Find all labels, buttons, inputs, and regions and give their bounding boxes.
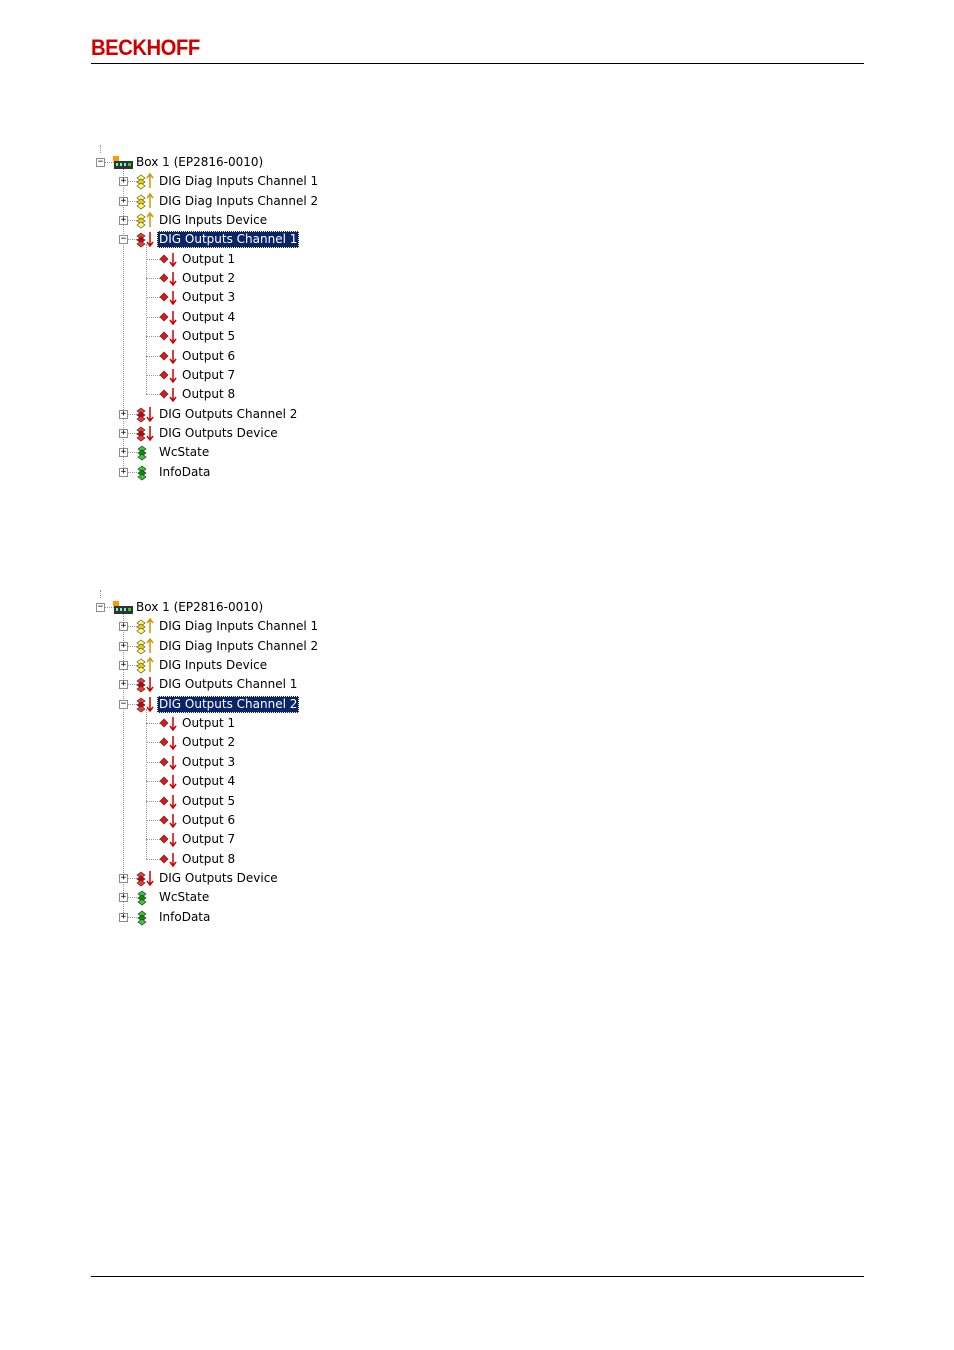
tree-node-label: Output 8 bbox=[182, 387, 236, 402]
tree-leaf-output-5[interactable] bbox=[92, 792, 412, 811]
output-item-icon bbox=[159, 753, 179, 772]
output-item-icon bbox=[159, 850, 179, 869]
tree-guide-line bbox=[146, 317, 160, 318]
tree-node-label: Output 5 bbox=[182, 793, 236, 808]
tree-node-dig-diag-inputs-channel-1[interactable] bbox=[92, 172, 412, 191]
expand-icon[interactable]: + bbox=[120, 679, 127, 690]
tree-node-label: DIG Outputs Device bbox=[159, 870, 278, 885]
collapse-icon[interactable]: − bbox=[97, 157, 104, 167]
tree-node-label: Output 4 bbox=[182, 774, 236, 789]
status-green-icon bbox=[136, 443, 156, 462]
tree-node-label: Output 4 bbox=[182, 309, 236, 324]
io-tree-channel-1 bbox=[92, 153, 412, 493]
tree-guide-line bbox=[146, 723, 160, 724]
collapse-icon[interactable]: − bbox=[120, 698, 127, 709]
tree-guide-line bbox=[146, 742, 160, 743]
tree-node-label: Output 8 bbox=[182, 851, 236, 866]
tree-node-label: DIG Outputs Channel 1 bbox=[159, 232, 298, 247]
tree-node-label: DIG Outputs Channel 2 bbox=[159, 406, 298, 421]
tree-node-label: DIG Diag Inputs Channel 2 bbox=[159, 638, 319, 653]
tree-guide-line bbox=[146, 839, 160, 840]
tree-node-wcstate[interactable] bbox=[92, 888, 412, 907]
output-item-icon bbox=[159, 347, 179, 366]
output-red-icon bbox=[136, 675, 156, 694]
tree-node-dig-outputs-device[interactable] bbox=[92, 869, 412, 888]
output-item-icon bbox=[159, 733, 179, 752]
tree-leaf-output-8[interactable] bbox=[92, 850, 412, 869]
tree-node-dig-outputs-channel-2[interactable] bbox=[92, 695, 412, 714]
tree-guide-line bbox=[146, 762, 160, 763]
box-module-icon bbox=[113, 153, 133, 172]
tree-guide-line bbox=[146, 801, 160, 802]
tree-node-label: DIG Outputs Channel 2 bbox=[159, 696, 298, 711]
tree-guide-line bbox=[146, 259, 160, 260]
expand-icon[interactable]: + bbox=[120, 176, 127, 187]
tree-guide-line bbox=[146, 394, 160, 395]
tree-leaf-output-3[interactable] bbox=[92, 753, 412, 772]
tree-node-label: DIG Outputs Channel 1 bbox=[159, 677, 298, 692]
tree-leaf-output-7[interactable] bbox=[92, 830, 412, 849]
tree-guide-line bbox=[146, 820, 160, 821]
output-item-icon bbox=[159, 366, 179, 385]
tree-node-box-1-ep2816-0010[interactable] bbox=[92, 598, 412, 617]
collapse-icon[interactable]: − bbox=[120, 234, 127, 245]
tree-node-dig-inputs-device[interactable] bbox=[92, 211, 412, 230]
output-red-icon bbox=[136, 405, 156, 424]
expand-icon[interactable]: + bbox=[120, 195, 127, 206]
output-item-icon bbox=[159, 288, 179, 307]
tree-node-label: DIG Diag Inputs Channel 1 bbox=[159, 619, 319, 634]
tree-node-label: Output 7 bbox=[182, 367, 236, 382]
output-item-icon bbox=[159, 830, 179, 849]
expand-icon[interactable]: + bbox=[120, 892, 127, 903]
tree-leaf-output-2[interactable] bbox=[92, 733, 412, 752]
tree-node-label: WcState bbox=[159, 890, 210, 905]
input-yellow-icon bbox=[136, 211, 156, 230]
tree-guide-line bbox=[146, 859, 160, 860]
tree-node-label: Output 1 bbox=[182, 251, 236, 266]
output-item-icon bbox=[159, 327, 179, 346]
tree-guide-line bbox=[146, 356, 160, 357]
tree-node-label: DIG Inputs Device bbox=[159, 658, 268, 673]
tree-node-label: InfoData bbox=[159, 909, 211, 924]
tree-leaf-output-3[interactable] bbox=[92, 288, 412, 307]
tree-guide-line bbox=[100, 145, 101, 153]
output-red-icon bbox=[136, 695, 156, 714]
beckhoff-logo: BECKHOFF bbox=[91, 35, 200, 60]
output-item-icon bbox=[159, 308, 179, 327]
tree-guide-line bbox=[146, 297, 160, 298]
output-item-icon bbox=[159, 250, 179, 269]
tree-node-dig-outputs-device[interactable] bbox=[92, 424, 412, 443]
tree-node-dig-diag-inputs-channel-1[interactable] bbox=[92, 617, 412, 636]
tree-node-label: Output 2 bbox=[182, 735, 236, 750]
tree-guide-line bbox=[146, 278, 160, 279]
tree-node-label: Output 6 bbox=[182, 348, 236, 363]
tree-node-label: Output 3 bbox=[182, 754, 236, 769]
io-tree-channel-2 bbox=[92, 598, 412, 938]
tree-leaf-output-6[interactable] bbox=[92, 347, 412, 366]
tree-node-dig-diag-inputs-channel-2[interactable] bbox=[92, 637, 412, 656]
tree-leaf-output-4[interactable] bbox=[92, 772, 412, 791]
tree-node-label: Output 5 bbox=[182, 329, 236, 344]
expand-icon[interactable]: + bbox=[120, 911, 127, 922]
output-item-icon bbox=[159, 385, 179, 404]
tree-leaf-output-1[interactable] bbox=[92, 714, 412, 733]
tree-node-label: DIG Diag Inputs Channel 2 bbox=[159, 193, 319, 208]
tree-node-infodata[interactable] bbox=[92, 908, 412, 927]
tree-leaf-output-8[interactable] bbox=[92, 385, 412, 404]
tree-node-label: Box 1 (EP2816-0010) bbox=[136, 155, 264, 169]
tree-node-label: Box 1 (EP2816-0010) bbox=[136, 600, 264, 614]
tree-node-dig-inputs-device[interactable] bbox=[92, 656, 412, 675]
tree-leaf-output-5[interactable] bbox=[92, 327, 412, 346]
input-yellow-icon bbox=[136, 656, 156, 675]
output-red-icon bbox=[136, 869, 156, 888]
tree-node-label: InfoData bbox=[159, 464, 211, 479]
output-item-icon bbox=[159, 811, 179, 830]
expand-icon[interactable]: + bbox=[120, 872, 127, 883]
tree-node-label: Output 7 bbox=[182, 832, 236, 847]
tree-guide-line bbox=[146, 781, 160, 782]
expand-icon[interactable]: + bbox=[120, 640, 127, 651]
box-module-icon bbox=[113, 598, 133, 617]
tree-node-box-1-ep2816-0010[interactable] bbox=[92, 153, 412, 172]
tree-node-dig-outputs-channel-1[interactable] bbox=[92, 675, 412, 694]
tree-node-dig-diag-inputs-channel-2[interactable] bbox=[92, 192, 412, 211]
tree-node-label: Output 3 bbox=[182, 290, 236, 305]
tree-node-dig-outputs-channel-1[interactable] bbox=[92, 230, 412, 249]
tree-node-dig-outputs-channel-2[interactable] bbox=[92, 405, 412, 424]
output-item-icon bbox=[159, 792, 179, 811]
expand-icon[interactable]: + bbox=[120, 215, 127, 226]
output-red-icon bbox=[136, 230, 156, 249]
tree-guide-line bbox=[100, 590, 101, 598]
tree-leaf-output-4[interactable] bbox=[92, 308, 412, 327]
expand-icon[interactable]: + bbox=[120, 621, 127, 632]
tree-node-wcstate[interactable] bbox=[92, 443, 412, 462]
expand-icon[interactable]: + bbox=[120, 447, 127, 458]
footer-rule bbox=[91, 1276, 864, 1277]
tree-node-label: Output 1 bbox=[182, 716, 236, 731]
expand-icon[interactable]: + bbox=[120, 660, 127, 671]
tree-node-label: DIG Inputs Device bbox=[159, 213, 268, 228]
tree-guide-line bbox=[146, 336, 160, 337]
output-item-icon bbox=[159, 714, 179, 733]
input-yellow-icon bbox=[136, 172, 156, 191]
input-yellow-icon bbox=[136, 192, 156, 211]
output-item-icon bbox=[159, 269, 179, 288]
tree-guide-line bbox=[146, 375, 160, 376]
collapse-icon[interactable]: − bbox=[97, 602, 104, 612]
header-rule bbox=[91, 63, 864, 64]
output-item-icon bbox=[159, 772, 179, 791]
output-red-icon bbox=[136, 424, 156, 443]
tree-leaf-output-1[interactable] bbox=[92, 250, 412, 269]
expand-icon[interactable]: + bbox=[120, 408, 127, 419]
status-green-icon bbox=[136, 888, 156, 907]
tree-leaf-output-2[interactable] bbox=[92, 269, 412, 288]
expand-icon[interactable]: + bbox=[120, 466, 127, 477]
tree-node-label: WcState bbox=[159, 445, 210, 460]
tree-node-label: Output 2 bbox=[182, 271, 236, 286]
tree-leaf-output-7[interactable] bbox=[92, 366, 412, 385]
status-green-icon bbox=[136, 908, 156, 927]
tree-node-infodata[interactable] bbox=[92, 463, 412, 482]
tree-node-label: DIG Outputs Device bbox=[159, 425, 278, 440]
expand-icon[interactable]: + bbox=[120, 427, 127, 438]
tree-node-label: Output 6 bbox=[182, 812, 236, 827]
tree-node-label: DIG Diag Inputs Channel 1 bbox=[159, 174, 319, 189]
input-yellow-icon bbox=[136, 637, 156, 656]
tree-leaf-output-6[interactable] bbox=[92, 811, 412, 830]
input-yellow-icon bbox=[136, 617, 156, 636]
status-green-icon bbox=[136, 463, 156, 482]
